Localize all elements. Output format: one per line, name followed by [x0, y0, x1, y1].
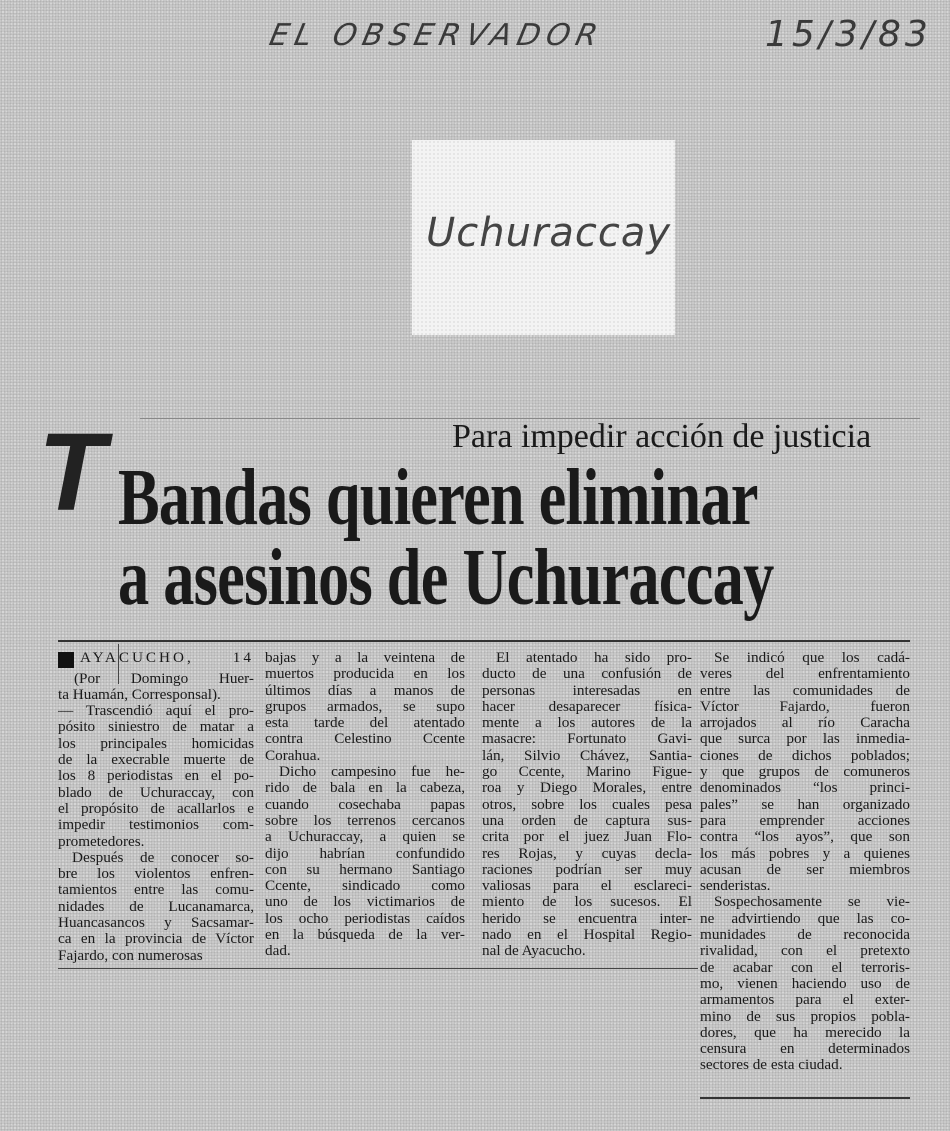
article-text-line: pósito siniestro de matar a — [58, 719, 254, 736]
article-text-line: para emprender acciones — [700, 812, 910, 829]
divider — [58, 640, 910, 642]
article-text-line: dijo habrían confundido — [265, 845, 465, 862]
article-text-line: roa y Diego Morales, entre — [482, 780, 692, 797]
article-text-line: ciones de dichos poblados; — [700, 747, 910, 764]
divider — [58, 968, 698, 969]
article-text-line: go Ccente, Marino Figue- — [482, 764, 692, 781]
article-text-line: los 8 periodistas en el po- — [58, 768, 254, 785]
article-text-line: sobre los terrenos cercanos — [265, 812, 465, 829]
article-column-2 — [265, 650, 465, 960]
article-text-line: sectores de esta ciudad. — [700, 1057, 843, 1074]
article-text-line: valiosas para el esclareci- — [482, 878, 692, 895]
article-text-line: entre las comunidades de — [700, 682, 910, 699]
article-text-line: blado de Uchuraccay, con — [58, 784, 254, 801]
article-text-line: censura en determinados — [700, 1041, 910, 1058]
article-text-line: acusan de ser miembros — [700, 861, 910, 878]
article-text-line: Fajardo, con numerosas — [58, 947, 203, 964]
article-text-line: rivalidad, con el pretexto — [700, 943, 910, 960]
article-text-line: últimos días a manos de — [265, 682, 465, 699]
article-text-line: tamientos entre las comu- — [58, 882, 254, 899]
article-text-line: Se indicó que los cadá- — [714, 650, 910, 666]
article-text-line: El atentado ha sido pro- — [496, 650, 692, 666]
section-logo-t: T — [38, 411, 106, 534]
article-column-1 — [58, 650, 254, 964]
article-text-line: impedir testimonios com- — [58, 817, 254, 834]
article-text-line: y que grupos de comuneros — [700, 764, 910, 781]
article-text-line: mino de sus propios pobla- — [700, 1008, 910, 1025]
article-text-line: bre los violentos enfren- — [58, 866, 254, 883]
article-text-line: armamentos para el exter- — [700, 992, 910, 1009]
article-text-line: Después de conocer so- — [72, 849, 254, 866]
article-text-line: ca en la provincia de Víctor — [58, 931, 254, 948]
article-text-line: cuando cosechaba papas — [265, 796, 465, 813]
article-text-line: AYACUCHO, 14 — [80, 650, 254, 666]
article-text-line: prometedores. — [58, 833, 145, 850]
dateline-bullet-icon — [58, 652, 74, 668]
article-text-line: contra “los ayos”, que son — [700, 829, 910, 846]
article-text-line: nado en el Hospital Regio- — [482, 927, 692, 944]
article-text-line: mo, vienen haciendo uso de — [700, 975, 910, 992]
article-text-line: bajas y a la veintena de — [265, 650, 465, 666]
article-text-line: munidades de reconocida — [700, 927, 910, 944]
article-text-line: nidades de Lucanamarca, — [58, 898, 254, 915]
article-text-line: arrojados al río Caracha — [700, 715, 910, 732]
article-text-line: rido de bala en la cabeza, — [265, 780, 465, 797]
article-text-line: los más pobres y a quienes — [700, 845, 910, 862]
article-text-line: veres del enfrentamiento — [700, 666, 910, 683]
article-text-line: miento de los sucesos. El — [482, 894, 692, 911]
article-column-3 — [482, 650, 692, 960]
article-text-line: una orden de captura sus- — [482, 812, 692, 829]
article-text-line: ne advirtiendo que las co- — [700, 910, 910, 927]
article-text-line: esta tarde del atentado — [265, 715, 465, 732]
article-text-line: herido se encuentra inter- — [482, 910, 692, 927]
handwritten-note: Uchuraccay — [426, 210, 672, 256]
article-text-line: el propósito de acallarlos e — [58, 800, 254, 817]
article-text-line: dad. — [265, 943, 291, 960]
article-text-line: crita por el juez Juan Flo- — [482, 829, 692, 846]
article-text-line: Corahua. — [265, 747, 321, 764]
article-kicker: Para impedir acción de justicia — [452, 418, 872, 455]
article-text-line: Ccente, sindicado como — [265, 878, 465, 895]
article-text-line: muertos producida en los — [265, 666, 465, 683]
article-text-line: de acabar con el terroris- — [700, 959, 910, 976]
article-text-line: Sospechosamente se vie- — [714, 894, 910, 911]
article-text-line: nal de Ayacucho. — [482, 943, 586, 960]
handwritten-date: 15/3/83 — [765, 14, 932, 55]
article-text-line: Víctor Fajardo, fueron — [700, 698, 910, 715]
article-text-line: de la execrable muerte de — [58, 752, 254, 769]
article-text-line: res Rojas, y cuyas decla- — [482, 845, 692, 862]
article-text-line: los principales homicidas — [58, 735, 254, 752]
article-text-line: lán, Silvio Chávez, Santia- — [482, 747, 692, 764]
headline-line-2: a asesinos de Uchuraccay — [118, 534, 774, 622]
article-text-line: contra Celestino Ccente — [265, 731, 465, 748]
article-text-line: grupos armados, se supo — [265, 698, 465, 715]
article-text-line: hacer desaparecer física- — [482, 698, 692, 715]
article-text-line: dores, que ha merecido la — [700, 1024, 910, 1041]
sticky-note — [412, 140, 675, 335]
article-text-line: con su hermano Santiago — [265, 861, 465, 878]
article-text-line: (Por Domingo Huer- — [74, 670, 254, 687]
article-text-line: denominados “los princi- — [700, 780, 910, 797]
article-text-line: personas interesadas en — [482, 682, 692, 699]
article-text-line: otros, sobre los cuales pesa — [482, 796, 692, 813]
headline-line-1: Bandas quieren eliminar — [118, 454, 758, 542]
article-text-line: que surca por las inmedia- — [700, 731, 910, 748]
article-text-line: — Trascendió aquí el pro- — [58, 703, 254, 720]
article-text-line: raciones podrían ser muy — [482, 861, 692, 878]
article-text-line: ta Huamán, Corresponsal). — [58, 686, 221, 703]
article-column-4 — [700, 650, 910, 1074]
article-text-line: senderistas. — [700, 878, 771, 895]
article-text-line: a Uchuraccay, a quien se — [265, 829, 465, 846]
handwritten-newspaper-name: EL OBSERVADOR — [266, 18, 607, 53]
article-text-line: pales” se han organizado — [700, 796, 910, 813]
article-text-line: ducto de una confusión de — [482, 666, 692, 683]
article-text-line: los ocho periodistas caídos — [265, 910, 465, 927]
divider — [700, 1097, 910, 1099]
article-text-line: Huancasancos y Sacsamar- — [58, 915, 254, 932]
article-text-line: Dicho campesino fue he- — [279, 764, 465, 781]
article-text-line: uno de los victimarios de — [265, 894, 465, 911]
article-text-line: en la búsqueda de la ver- — [265, 927, 465, 944]
article-text-line: mente a los autores de la — [482, 715, 692, 732]
article-text-line: masacre: Fortunato Gavi- — [482, 731, 692, 748]
